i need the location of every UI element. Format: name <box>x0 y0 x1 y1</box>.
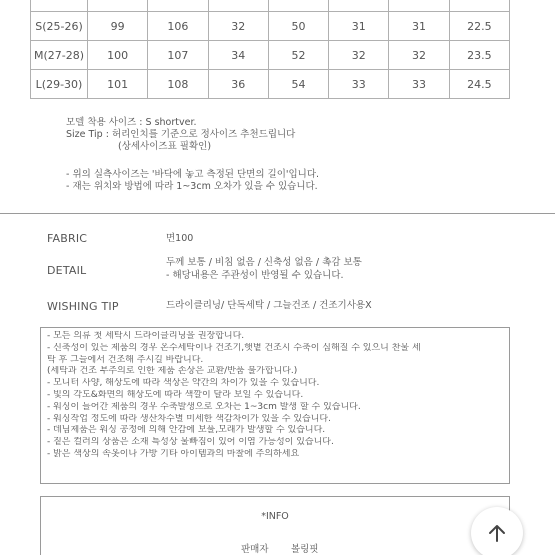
table-cell <box>88 0 148 12</box>
table-cell: 107 <box>148 41 208 70</box>
detail-label: DETAIL <box>47 264 87 277</box>
detail-value-1: 두께 보통 / 비침 없음 / 신축성 없음 / 촉감 보통 <box>166 257 362 268</box>
table-row <box>31 70 510 99</box>
care-line: - 모든 의류 첫 세탁시 드라이클리닝을 권장합니다. <box>47 331 245 341</box>
care-line: - 워싱이 들어간 제품의 경우 수축발생으로 오차는 1~3cm 발생 할 수 있습니다. <box>47 401 361 412</box>
size-tip-sub-note: (상세사이즈표 필확인) <box>118 141 212 152</box>
care-line: 탁 후 그늘에서 건조해 주시길 바랍니다. <box>47 354 204 365</box>
size-label-cell: M(27-28) <box>31 41 88 70</box>
table-cell: 99 <box>88 12 148 41</box>
seller-label: 판매자 <box>241 544 269 555</box>
model-size-note: 모델 착용 사이즈 : S shortver. <box>66 117 197 128</box>
table-cell: 33 <box>329 70 389 99</box>
info-box <box>40 496 510 555</box>
size-label-cell: S(25-26) <box>31 12 88 41</box>
table-cell: 101 <box>88 70 148 99</box>
size-tip-note: Size Tip : 허리인치를 기준으로 정사이즈 추천드립니다 <box>66 129 296 140</box>
table-cell <box>449 0 509 12</box>
size-label-cell: L(29-30) <box>31 70 88 99</box>
care-line: - 밝은 색상의 속옷이나 가방 기타 아이템과의 마찰에 주의하세요 <box>47 448 300 459</box>
table-cell <box>148 0 208 12</box>
table-cell <box>31 0 88 12</box>
table-cell: 33 <box>389 70 449 99</box>
measure-note-1: - 위의 실측사이즈는 '바닥에 놓고 측정된 단면의 길이'입니다. <box>66 169 320 180</box>
table-cell: 24.5 <box>449 70 509 99</box>
care-line: - 워싱작업 정도에 따라 생산차수별 미세한 색감차이가 있을 수 있습니다. <box>47 413 331 424</box>
table-cell: 54 <box>268 70 328 99</box>
table-cell <box>329 0 389 12</box>
size-table <box>30 0 510 99</box>
table-cell: 32 <box>208 12 268 41</box>
table-cell: 31 <box>389 12 449 41</box>
table-cell <box>208 0 268 12</box>
table-cell: 52 <box>268 41 328 70</box>
category-label: 볼링핏 <box>291 544 319 555</box>
care-line: - 짙은 컬러의 상품은 소재 특성상 물빠짐이 있어 이염 가능성이 있습니다. <box>47 437 334 448</box>
arrow-up-icon <box>485 521 509 545</box>
scroll-top-button[interactable] <box>471 507 523 555</box>
care-line: - 데님제품은 워싱 공정에 의해 안감에 보풀,모래가 발생할 수 있습니다. <box>47 425 326 436</box>
fabric-label: FABRIC <box>47 232 88 245</box>
table-cell: 50 <box>268 12 328 41</box>
table-cell <box>268 0 328 12</box>
fabric-value: 면100 <box>166 233 194 244</box>
table-cell <box>389 0 449 12</box>
table-cell: 32 <box>389 41 449 70</box>
measure-note-2: - 재는 위치와 방법에 따라 1~3cm 오차가 있을 수 있습니다. <box>66 181 318 192</box>
table-cell: 34 <box>208 41 268 70</box>
detail-value-2: - 해당내용은 주관성이 반영될 수 있습니다. <box>166 270 344 281</box>
table-row <box>31 12 510 41</box>
table-cell: 36 <box>208 70 268 99</box>
wishing-tip-label: WISHING TIP <box>47 300 119 313</box>
table-cell: 108 <box>148 70 208 99</box>
care-line: - 빛의 각도&화면의 해상도에 따라 색깔이 달라 보일 수 있습니다. <box>47 389 304 400</box>
table-cell: 106 <box>148 12 208 41</box>
care-instructions-box <box>40 327 510 484</box>
care-line: (세탁과 건조 부주의로 인한 제품 손상은 교환/반품 불가합니다.) <box>47 366 298 377</box>
table-cell: 32 <box>329 41 389 70</box>
info-title: *INFO <box>261 511 289 522</box>
table-row <box>31 41 510 70</box>
care-line: - 모니터 사양, 해상도에 따라 색상은 약간의 차이가 있을 수 있습니다. <box>47 378 320 389</box>
section-divider <box>0 213 555 214</box>
table-cell: 31 <box>329 12 389 41</box>
table-cell: 100 <box>88 41 148 70</box>
table-row <box>31 0 510 12</box>
table-cell: 23.5 <box>449 41 509 70</box>
table-cell: 22.5 <box>449 12 509 41</box>
wishing-tip-value: 드라이클리닝/ 단독세탁 / 그늘건조 / 건조기사용X <box>166 300 372 311</box>
care-line: - 신축성이 있는 제품의 경우 온수세탁이나 건조기,햇볕 건조시 수축이 심해질 수 있으니 찬물 세 <box>47 342 421 353</box>
